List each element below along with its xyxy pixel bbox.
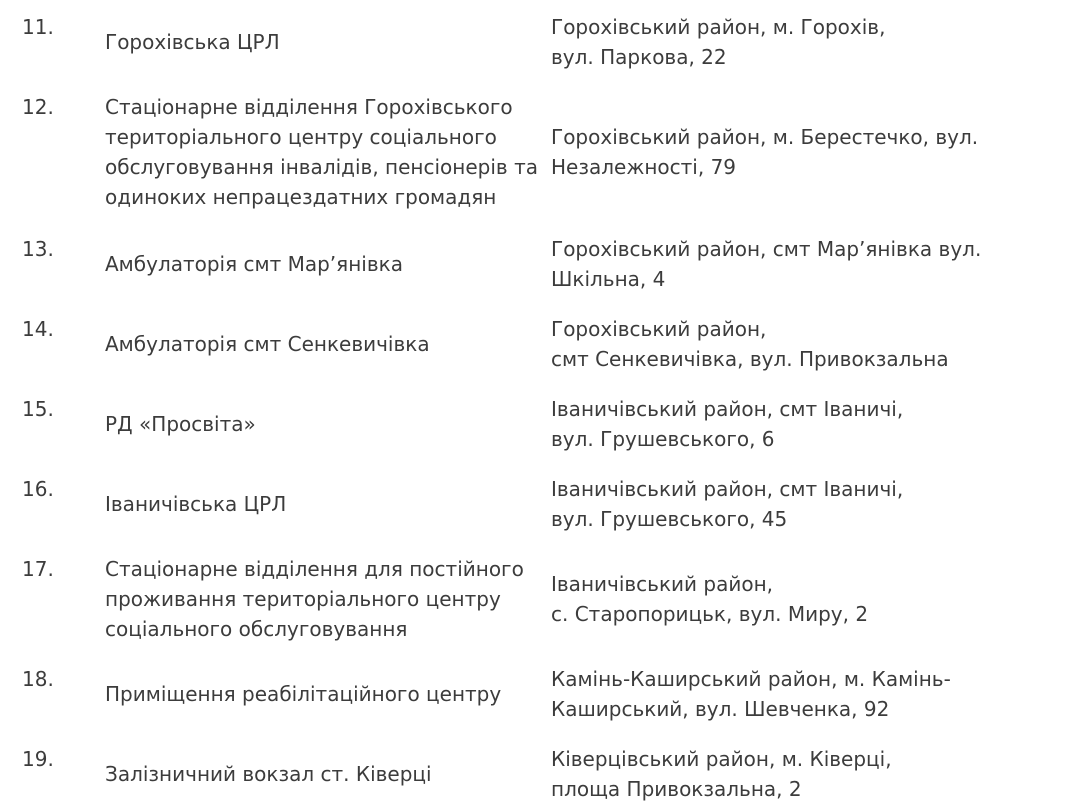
location-address <box>551 12 1061 72</box>
table-row <box>0 0 1074 80</box>
location-address-line: Шкільна, 4 <box>551 267 666 291</box>
location-address-line: Каширський, вул. Шевченка, 92 <box>551 697 890 721</box>
location-address-line: Ківерцівський район, м. Ківерці, <box>551 747 892 771</box>
location-name <box>105 329 535 359</box>
table-row <box>0 462 1074 542</box>
location-name-line: обслуговування інвалідів, пенсіонерів та <box>105 155 538 179</box>
location-name-line: Амбулаторія смт Мар’янівка <box>105 252 403 276</box>
table-row <box>0 542 1074 652</box>
location-address-line: Іваничівський район, <box>551 572 774 596</box>
location-name-line: одиноких непрацездатних громадян <box>105 185 497 209</box>
location-address <box>551 394 1061 454</box>
row-number: 12. <box>22 95 54 119</box>
location-address-line: вул. Паркова, 22 <box>551 45 727 69</box>
location-name <box>105 27 535 57</box>
location-address-line: Іваничівський район, смт Іваничі, <box>551 397 904 421</box>
location-address-line: с. Старопорицьк, вул. Миру, 2 <box>551 602 869 626</box>
location-address-line: вул. Грушевського, 6 <box>551 427 775 451</box>
table-row <box>0 652 1074 732</box>
row-number: 13. <box>22 237 54 261</box>
location-name <box>105 249 535 279</box>
location-name-line: Горохівська ЦРЛ <box>105 30 280 54</box>
location-address <box>551 234 1061 294</box>
location-name-line: проживання територіального центру <box>105 587 501 611</box>
row-number: 17. <box>22 557 54 581</box>
table-row <box>0 382 1074 462</box>
location-address <box>551 664 1061 724</box>
location-address-line: Іваничівський район, смт Іваничі, <box>551 477 904 501</box>
location-address-line: Горохівський район, м. Берестечко, вул. <box>551 125 979 149</box>
location-address-line: Камінь-Каширський район, м. Камінь- <box>551 667 951 691</box>
location-name-line: Стаціонарне відділення Горохівського <box>105 95 513 119</box>
table-row <box>0 80 1074 222</box>
location-name-line: територіального центру соціального <box>105 125 497 149</box>
location-name-line: соціального обслуговування <box>105 617 408 641</box>
location-name <box>105 554 535 644</box>
location-name <box>105 679 535 709</box>
location-address-line: Горохівський район, м. Горохів, <box>551 15 886 39</box>
location-name <box>105 92 538 212</box>
location-address-line: площа Привокзальна, 2 <box>551 777 802 801</box>
location-name-line: Стаціонарне відділення для постійного <box>105 557 524 581</box>
location-address-line: смт Сенкевичівка, вул. Привокзальна <box>551 347 949 371</box>
location-address <box>551 474 1061 534</box>
location-name <box>105 409 535 439</box>
location-address-line: Горохівський район, <box>551 317 767 341</box>
table-row <box>0 302 1074 382</box>
location-address <box>551 122 1061 182</box>
row-number: 19. <box>22 747 54 771</box>
location-name-line: Залізничний вокзал ст. Ківерці <box>105 762 432 786</box>
location-name-line: Приміщення реабілітаційного центру <box>105 682 502 706</box>
location-name-line: Амбулаторія смт Сенкевичівка <box>105 332 430 356</box>
row-number: 14. <box>22 317 54 341</box>
row-number: 16. <box>22 477 54 501</box>
table-row <box>0 222 1074 302</box>
location-address-line: Горохівський район, смт Мар’янівка вул. <box>551 237 982 261</box>
location-address-line: Незалежності, 79 <box>551 155 737 179</box>
row-number: 11. <box>22 15 54 39</box>
location-name <box>105 759 535 789</box>
location-name-line: Іваничівська ЦРЛ <box>105 492 287 516</box>
location-address <box>551 314 1061 374</box>
row-number: 18. <box>22 667 54 691</box>
table-row <box>0 732 1074 812</box>
location-address <box>551 744 1061 804</box>
location-address <box>551 569 1061 629</box>
location-name-line: РД «Просвіта» <box>105 412 256 436</box>
location-name <box>105 489 535 519</box>
location-address-line: вул. Грушевського, 45 <box>551 507 788 531</box>
row-number: 15. <box>22 397 54 421</box>
